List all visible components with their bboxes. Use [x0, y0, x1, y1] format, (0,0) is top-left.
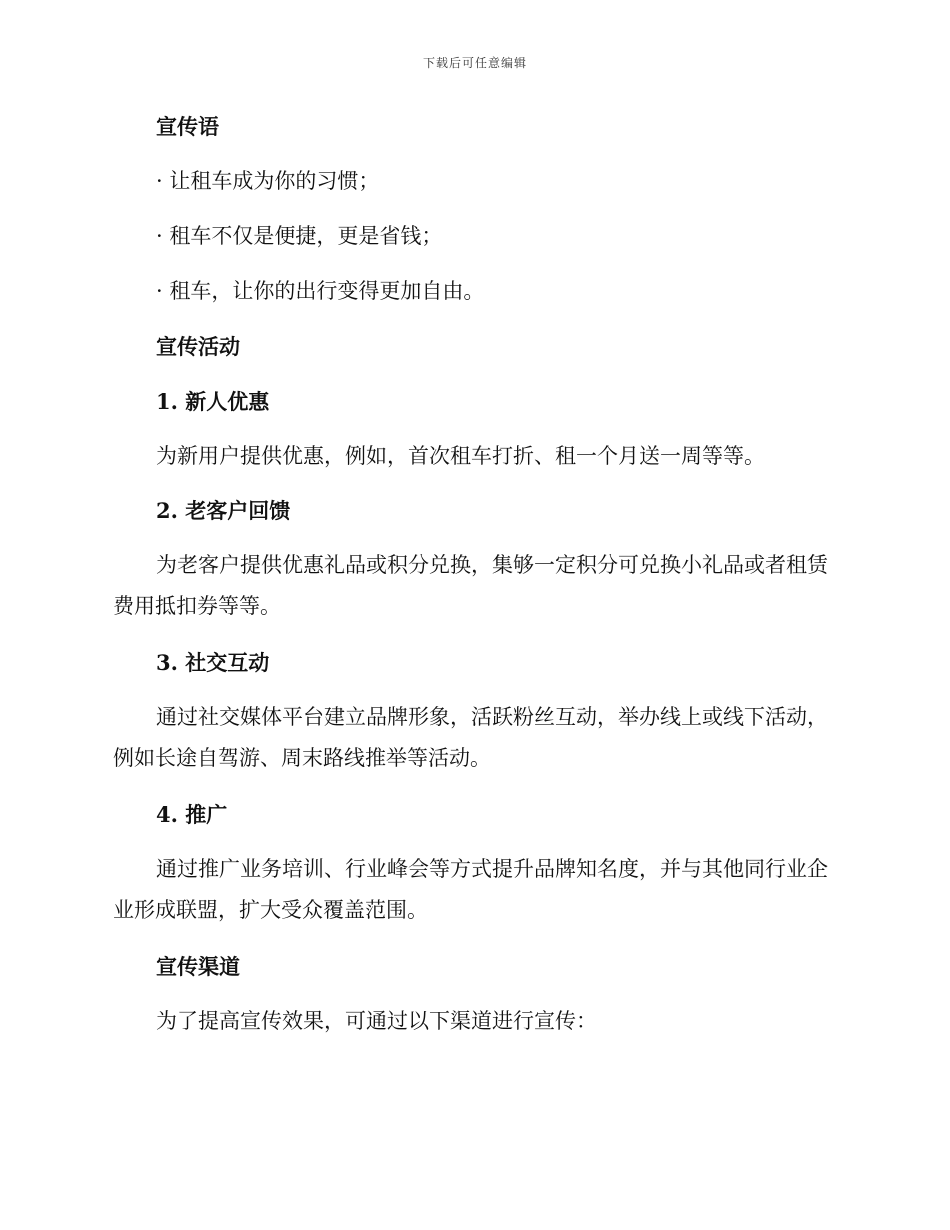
activity-body: 为老客户提供优惠礼品或积分兑换，集够一定积分可兑换小礼品或者租赁费用抵扣券等等。 — [113, 553, 828, 618]
section-heading-slogan: 宣传语 — [156, 114, 219, 139]
section-heading-channels: 宣传渠道 — [156, 954, 240, 979]
activity-title: 3. 社交互动 — [156, 650, 270, 675]
page-header-note: 下载后可任意编辑 — [422, 56, 527, 70]
section-heading-activities: 宣传活动 — [156, 334, 240, 359]
activity-title: 4. 推广 — [156, 802, 228, 827]
slogan-item: · 租车，让你的出行变得更加自由。 — [156, 279, 485, 303]
slogan-item: · 让租车成为你的习惯； — [156, 169, 380, 193]
activity-body: 为新用户提供优惠，例如，首次租车打折、租一个月送一周等等。 — [156, 444, 765, 468]
activity-body: 通过社交媒体平台建立品牌形象，活跃粉丝互动，举办线上或线下活动，例如长途自驾游、周末路线推举等活动。 — [113, 705, 828, 770]
channels-intro: 为了提高宣传效果，可通过以下渠道进行宣传： — [156, 1009, 597, 1033]
activity-body: 通过推广业务培训、行业峰会等方式提升品牌知名度，并与其他同行业企业形成联盟，扩大受众覆盖范围。 — [113, 857, 828, 922]
activity-title: 2. 老客户回馈 — [156, 498, 291, 523]
activity-title: 1. 新人优惠 — [156, 389, 270, 414]
slogan-item: · 租车不仅是便捷，更是省钱； — [156, 224, 443, 248]
